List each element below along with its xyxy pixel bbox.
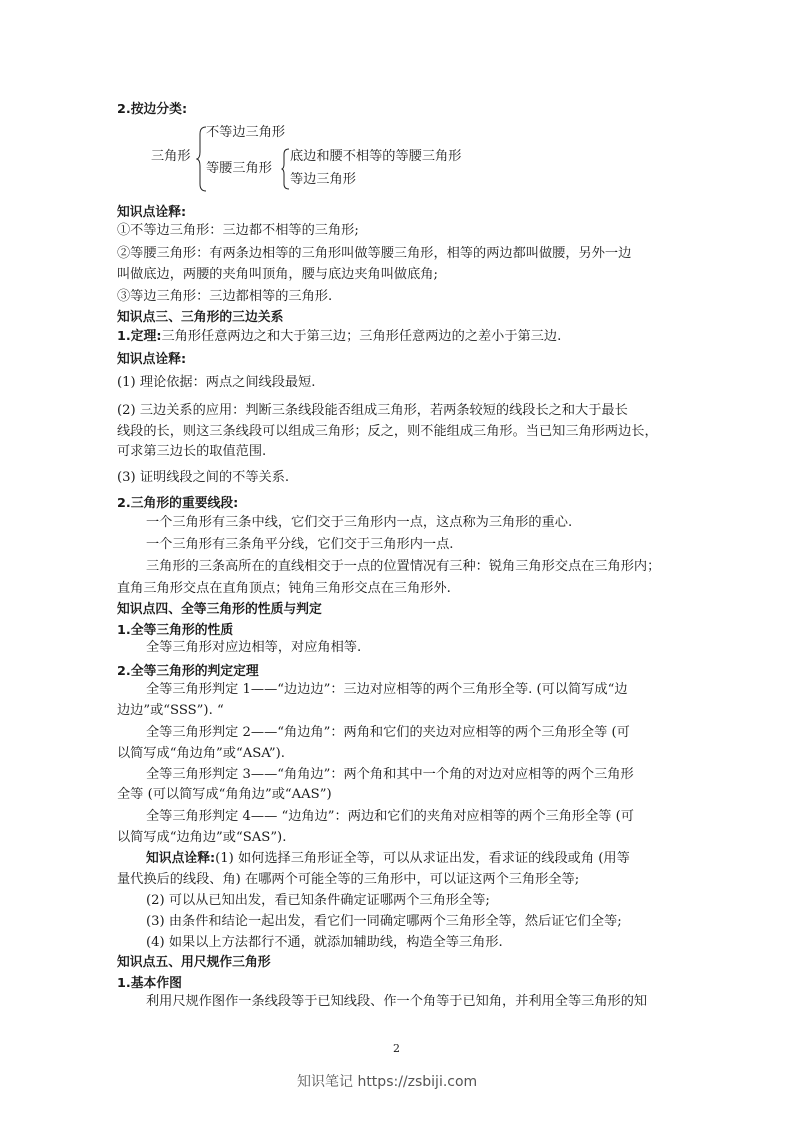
kp4-note-1-line2: 量代换后的线段、角) 在哪两个可能全等的三角形中，可以证这两个三角形全等; [117, 872, 580, 887]
footer-watermark: 知识笔记 https://zsbiji.com [297, 1074, 478, 1090]
note-item-3: ③等边三角形：三边都相等的三角形. [117, 289, 333, 304]
segments-line-3b: 直角三角形交点在直角顶点；钝角三角形交点在三角形外. [117, 581, 451, 596]
kp3-heading: 知识点三、三角形的三边关系 [117, 310, 284, 325]
kp3-note-2-line3: 可求第三边长的取值范围. [117, 444, 267, 459]
kp4-judge-1-line2: 边边”或“SSS”). “ [117, 703, 224, 718]
kp4-heading: 知识点四、全等三角形的性质与判定 [117, 602, 322, 617]
tree-scalene-label: 不等边三角形 [206, 125, 286, 140]
kp5-basic-heading: 1.基本作图 [117, 976, 182, 991]
kp4-property-heading: 1.全等三角形的性质 [117, 623, 234, 638]
kp4-judge-4-line1: 全等三角形判定 4—— “边角边”：两边和它们的夹角对应相等的两个三角形全等 (可 [146, 809, 634, 824]
kp4-judge-3-line2: 全等 (可以简写成“角角边”或“AAS”) [117, 787, 332, 802]
tree-iso-sub2-label: 等边三角形 [290, 172, 356, 187]
kp3-theorem-text: 三角形任意两边之和大于第三边；三角形任意两边的之差小于第三边. [161, 329, 562, 344]
segments-heading: 2.三角形的重要线段: [117, 496, 239, 511]
kp4-judge-2-line2: 以简写成“角边角”或“ASA”). [117, 746, 285, 761]
kp4-note-3: (3) 由条件和结论一起出发，看它们一同确定哪两个三角形全等，然后证它们全等; [146, 914, 622, 929]
kp4-note-2: (2) 可以从已知出发，看已知条件确定证哪两个三角形全等; [146, 893, 490, 908]
kp4-note-1-line1 [146, 848, 630, 870]
kp3-theorem [117, 326, 561, 348]
tree-root-label: 三角形 [151, 149, 191, 164]
note-item-1: ①不等边三角形：三边都不相等的三角形; [117, 223, 359, 238]
kp5-basic-text: 利用尺规作图作一条线段等于已知线段、作一个角等于已知角，并利用全等三角形的知 [146, 994, 648, 1009]
note-heading: 知识点诠释: [117, 205, 187, 220]
kp5-heading: 知识点五、用尺规作三角形 [117, 955, 271, 970]
kp3-note-3: (3) 证明线段之间的不等关系. [117, 470, 290, 485]
kp4-judge-4-line2: 以简写成“边角边”或“SAS”). [117, 830, 287, 845]
segments-line-3a: 三角形的三条高所在的直线相交于一点的位置情况有三种：锐角三角形交点在三角形内； [146, 559, 661, 574]
kp4-note-1-text: (1) 如何选择三角形证全等，可以从求证出发，看求证的线段或角 (用等 [215, 851, 630, 866]
kp4-judge-3-line1: 全等三角形判定 3——“角角边”：两个角和其中一个角的对边对应相等的两个三角形 [146, 767, 634, 782]
page-number: 2 [393, 1042, 400, 1055]
kp4-note-4: (4) 如果以上方法都行不通，就添加辅助线，构造全等三角形. [146, 935, 503, 950]
kp4-judge-2-line1: 全等三角形判定 2——“角边角”：两角和它们的夹边对应相等的两个三角形全等 (可 [146, 725, 630, 740]
note-item-2-line1: ②等腰三角形：有两条边相等的三角形叫做等腰三角形，相等的两边都叫做腰，另外一边 [117, 246, 632, 261]
kp3-theorem-label: 1.定理: [117, 329, 162, 344]
section-heading-side-classification: 2.按边分类: [117, 102, 188, 117]
segments-line-2: 一个三角形有三条角平分线，它们交于三角形内一点. [146, 537, 454, 552]
kp3-note-1: (1) 理论依据：两点之间线段最短. [117, 375, 316, 390]
segments-line-1: 一个三角形有三条中线，它们交于三角形内一点，这点称为三角形的重心. [146, 515, 573, 530]
kp3-note-2-line1: (2) 三边关系的应用：判断三条线段能否组成三角形，若两条较短的线段长之和大于最长 [117, 403, 628, 418]
kp4-property-text: 全等三角形对应边相等，对应角相等. [146, 640, 362, 655]
kp3-note-2-line2: 线段的长，则这三条线段可以组成三角形；反之，则不能组成三角形。当已知三角形两边长， [117, 424, 658, 439]
kp4-judge-1-line1: 全等三角形判定 1——“边边边”：三边对应相等的两个三角形全等. (可以简写成“边 [146, 682, 628, 697]
tree-iso-sub1-label: 底边和腰不相等的等腰三角形 [290, 149, 462, 164]
kp3-note-heading: 知识点诠释: [117, 352, 187, 367]
tree-isosceles-label: 等腰三角形 [206, 161, 272, 176]
kp4-note-label: 知识点诠释: [146, 851, 216, 866]
note-item-2-line2: 叫做底边，两腰的夹角叫顶角，腰与底边夹角叫做底角; [117, 267, 438, 282]
kp4-judge-heading: 2.全等三角形的判定定理 [117, 664, 259, 679]
